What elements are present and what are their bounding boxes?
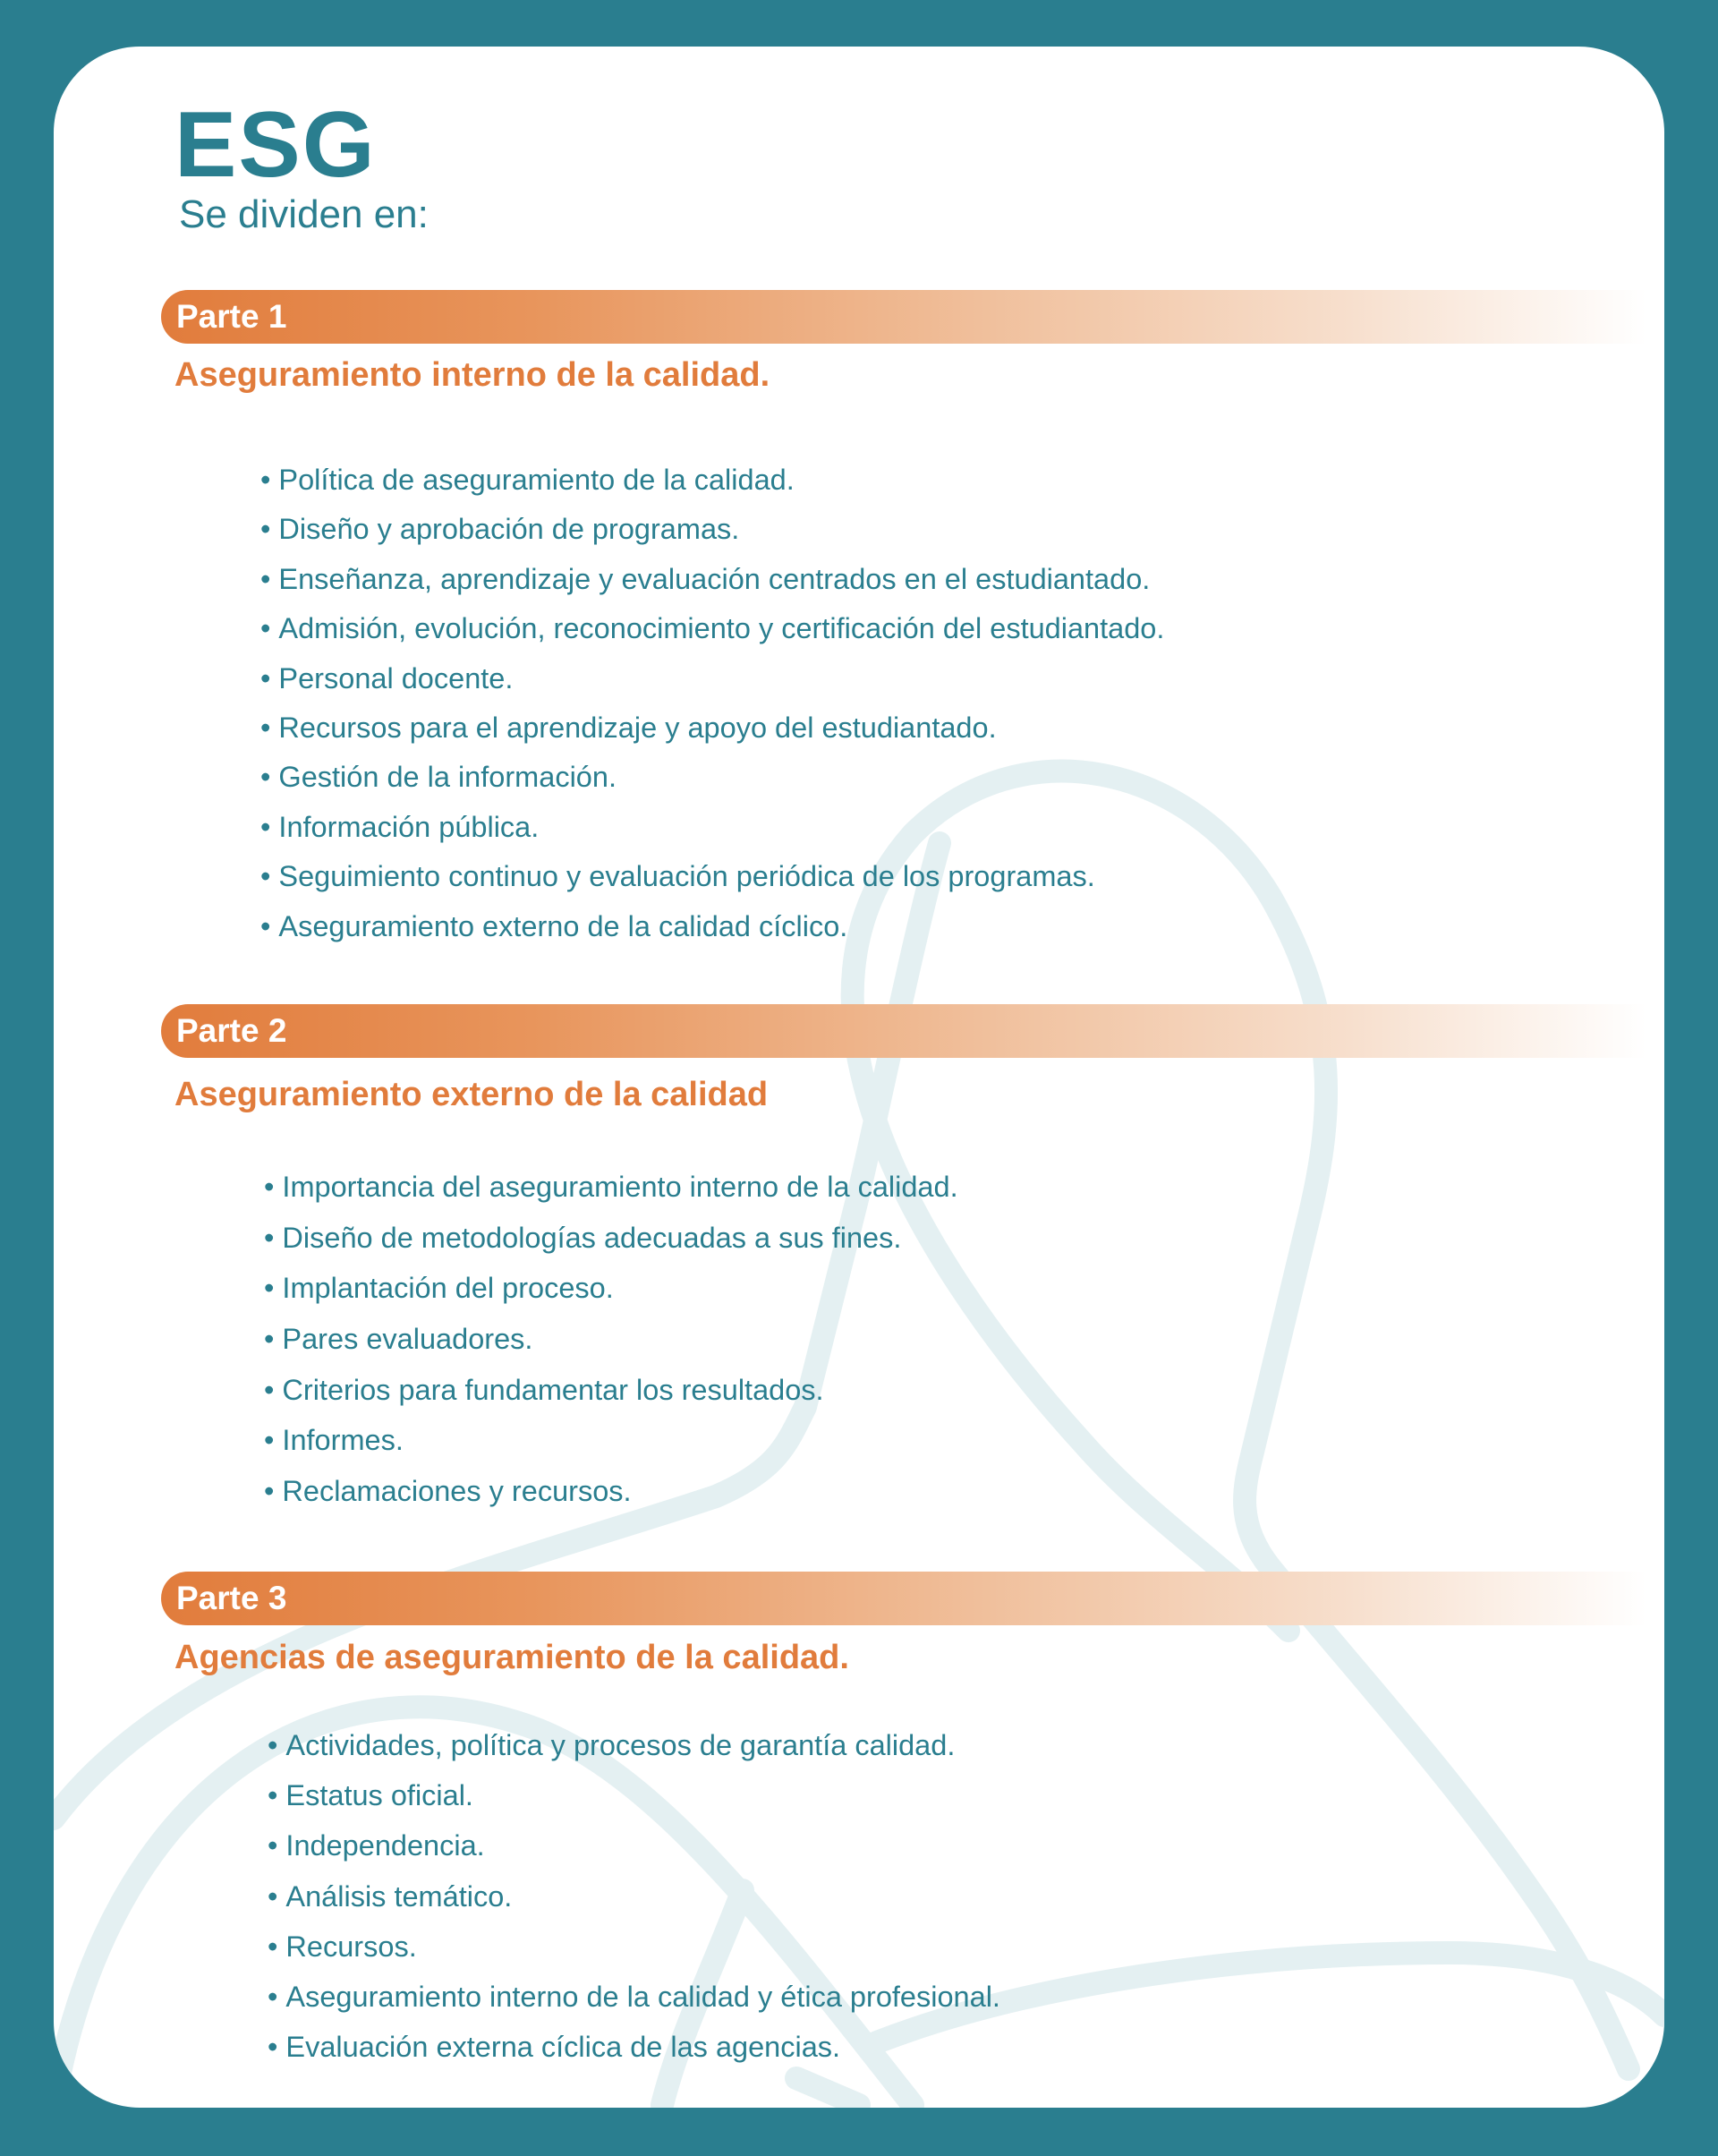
list-item: • Diseño y aprobación de programas. [260,505,1164,554]
section-band-parte-3 [161,1572,1646,1625]
list-item: • Aseguramiento interno de la calidad y ética profesional. [268,1972,1000,2022]
document-card [54,47,1664,2108]
section-heading: Aseguramiento externo de la calidad [174,1076,769,1113]
list-item: • Reclamaciones y recursos. [264,1466,958,1517]
list-item: • Recursos para el aprendizaje y apoyo del estudiantado. [260,703,1164,753]
list-item: • Estatus oficial. [268,1770,1000,1820]
list-item: • Criterios para fundamentar los resultados. [264,1365,958,1416]
section-label: Parte 2 [176,1012,287,1049]
page-title: ESG [174,93,377,197]
content-area [54,47,1664,2108]
section-list-parte-1 [260,456,1164,951]
list-item: • Diseño de metodologías adecuadas a sus fines. [264,1213,958,1264]
list-item: • Política de aseguramiento de la calidad. [260,456,1164,505]
list-item: • Pares evaluadores. [264,1314,958,1365]
list-item: • Actividades, política y procesos de garantía calidad. [268,1720,1000,1770]
list-item: • Gestión de la información. [260,753,1164,802]
section-heading: Aseguramiento interno de la calidad. [174,356,770,394]
list-item: • Seguimiento continuo y evaluación periódica de los programas. [260,852,1164,901]
list-item: • Importancia del aseguramiento interno de la calidad. [264,1162,958,1213]
section-band-parte-1 [161,290,1646,344]
list-item: • Recursos. [268,1922,1000,1972]
section-heading: Agencias de aseguramiento de la calidad. [174,1639,849,1676]
section-label: Parte 3 [176,1580,287,1616]
list-item: • Aseguramiento externo de la calidad cíclico. [260,902,1164,951]
list-item: • Admisión, evolución, reconocimiento y certificación del estudiantado. [260,604,1164,653]
list-item: • Personal docente. [260,654,1164,703]
list-item: • Información pública. [260,803,1164,852]
list-item: • Análisis temático. [268,1871,1000,1922]
list-item: • Independencia. [268,1820,1000,1871]
list-item: • Enseñanza, aprendizaje y evaluación centrados en el estudiantado. [260,555,1164,604]
list-item: • Informes. [264,1415,958,1466]
page-subtitle: Se dividen en: [179,192,429,236]
section-list-parte-3 [268,1720,1000,2072]
section-list-parte-2 [264,1162,958,1517]
section-band-parte-2 [161,1004,1646,1058]
section-label: Parte 1 [176,298,287,335]
list-item: • Evaluación externa cíclica de las agencias. [268,2022,1000,2072]
list-item: • Implantación del proceso. [264,1263,958,1314]
